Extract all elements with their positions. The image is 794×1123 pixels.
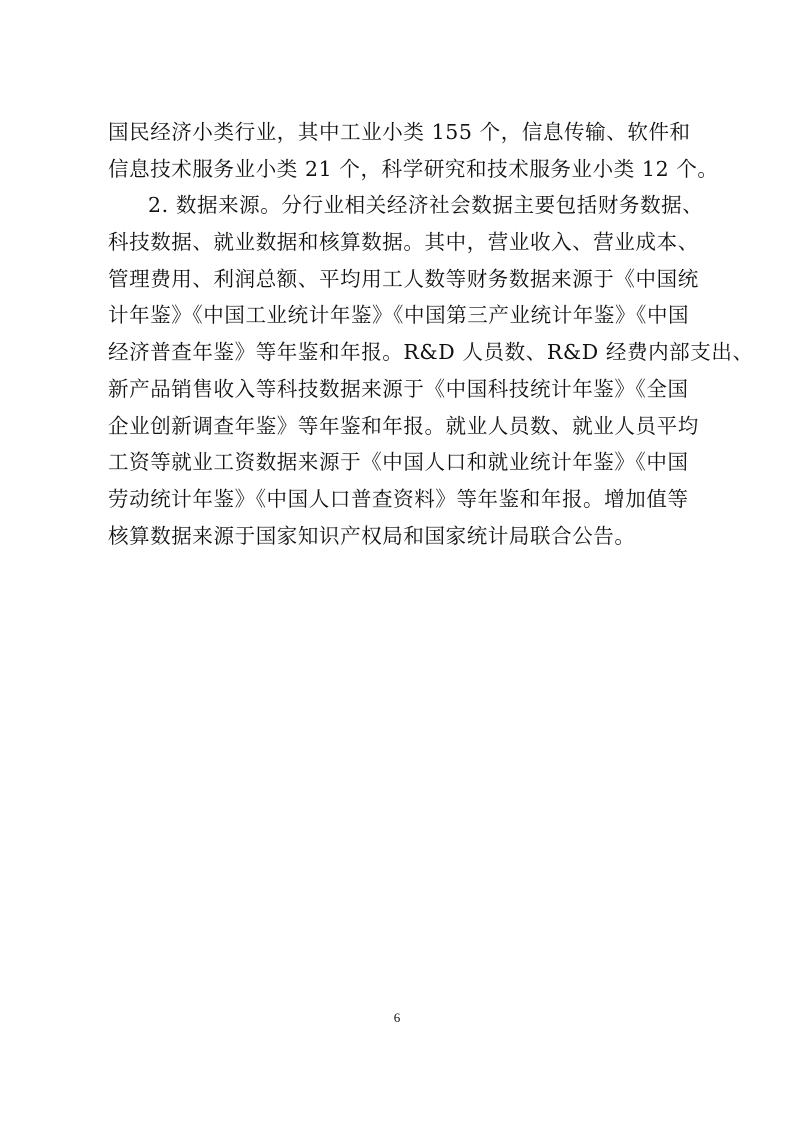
text-line: 工资等就业工资数据来源于《中国人口和就业统计年鉴》《中国 [108,450,689,475]
text-line: 核算数据来源于国家知识产权局和国家统计局联合公告。 [108,523,636,548]
text-line: 计年鉴》《中国工业统计年鉴》《中国第三产业统计年鉴》《中国 [108,303,690,328]
text-line: 企业创新调查年鉴》等年鉴和年报。就业人员数、就业人员平均 [108,413,699,438]
body-text [108,114,754,554]
text-line: 信息技术服务业小类 21 个，科学研究和技术服务业小类 12 个。 [108,156,719,181]
text-line: 新产品销售收入等科技数据来源于《中国科技统计年鉴》《全国 [108,376,689,401]
text-line: 科技数据、就业数据和核算数据。其中，营业收入、营业成本、 [108,230,699,255]
text-line: 经济普查年鉴》等年鉴和年报。R&D 人员数、R&D 经费内部支出、 [108,340,754,365]
text-line: 劳动统计年鉴》《中国人口普查资料》等年鉴和年报。增加值等 [108,486,689,511]
paragraph-start-line: 2. 数据来源。分行业相关经济社会数据主要包括财务数据、 [148,193,704,218]
page-number: 6 [393,1010,401,1025]
text-line: 国民经济小类行业，其中工业小类 155 个，信息传输、软件和 [108,120,691,144]
text-line: 管理费用、利润总额、平均用工人数等财务数据来源于《中国统 [108,266,699,291]
